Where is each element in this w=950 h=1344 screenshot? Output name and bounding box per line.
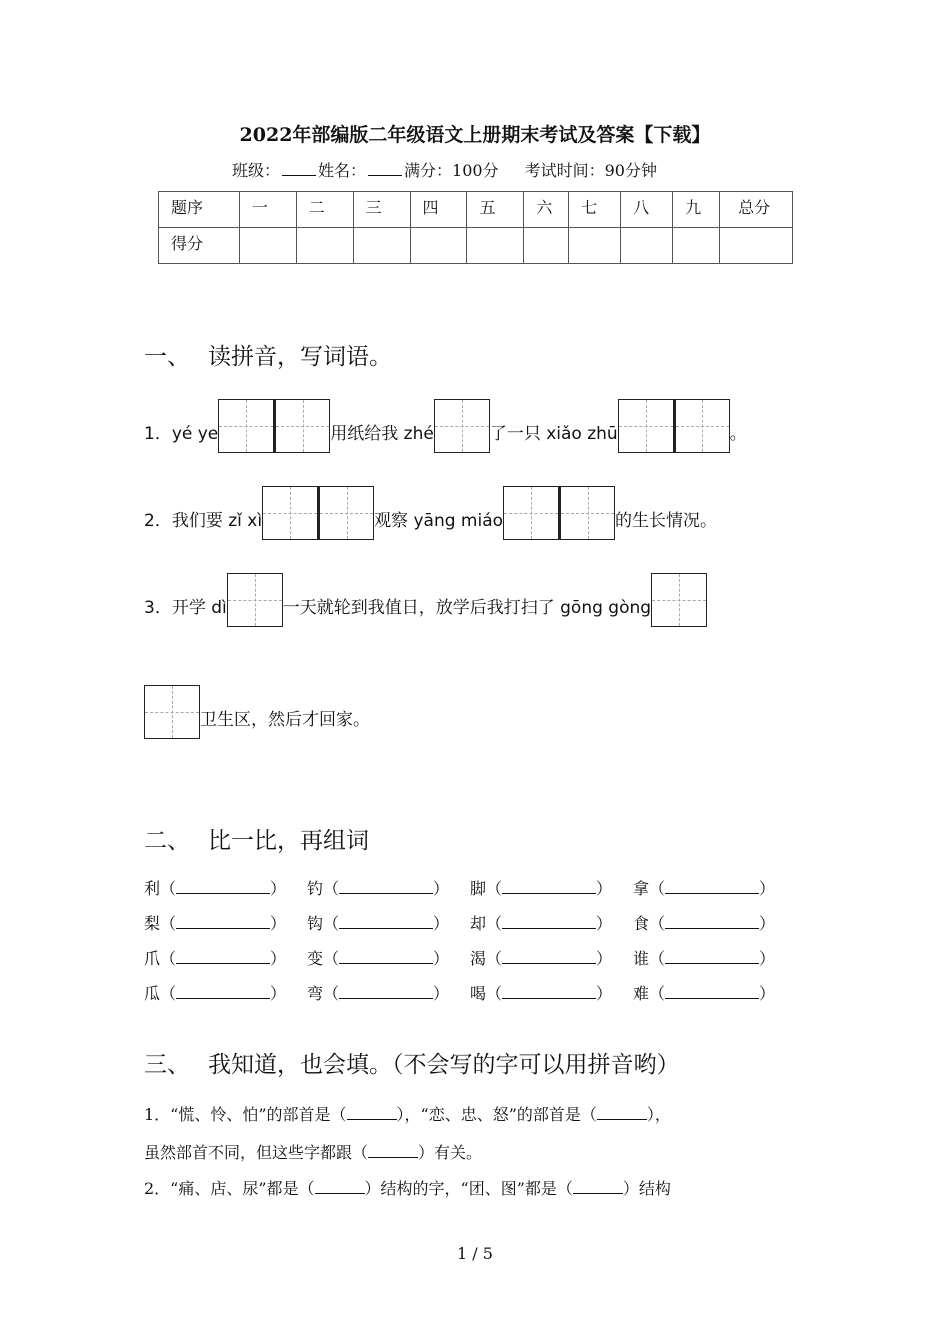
score-cell[interactable]	[524, 228, 569, 264]
character: 利	[144, 879, 161, 898]
student-info-line	[232, 158, 657, 181]
score-cell[interactable]	[467, 228, 524, 264]
writing-box[interactable]	[227, 573, 283, 627]
q1-text: 2．我们要 zǐ xì	[144, 511, 263, 531]
q1-line-4	[144, 675, 370, 731]
section-1-heading	[144, 338, 392, 371]
word-blank[interactable]	[665, 984, 759, 999]
fill-blank[interactable]	[347, 1107, 397, 1120]
section-title: 比一比，再组词	[208, 828, 369, 854]
answer-grid[interactable]	[618, 399, 730, 445]
q3-line-1	[144, 1102, 671, 1125]
writing-box[interactable]	[318, 486, 374, 540]
paren-close: ）	[596, 984, 613, 1003]
header-cell: 三	[353, 192, 410, 228]
compare-row	[144, 911, 796, 946]
compare-item	[307, 981, 470, 1016]
paren-close: ）	[433, 984, 450, 1003]
compare-row	[144, 876, 796, 911]
header-cell: 一	[239, 192, 296, 228]
row-label: 得分	[159, 228, 240, 264]
writing-box[interactable]	[144, 685, 200, 739]
character: 脚	[470, 879, 487, 898]
compare-item	[307, 876, 470, 911]
section-2-heading	[144, 822, 369, 855]
word-blank[interactable]	[502, 949, 596, 964]
score-cell[interactable]	[720, 228, 793, 264]
score-cell[interactable]	[239, 228, 296, 264]
paren-close: ）	[759, 949, 776, 968]
header-cell: 二	[296, 192, 353, 228]
score-cell[interactable]	[621, 228, 673, 264]
score-table-header	[159, 192, 793, 228]
compare-item	[144, 876, 307, 911]
section-title: 读拼音，写词语。	[208, 344, 392, 370]
exam-time: 考试时间：90分钟	[524, 161, 657, 180]
paren-open: （	[323, 949, 340, 968]
paren-open: （	[323, 879, 340, 898]
compare-item	[470, 981, 633, 1016]
q1-text: 。	[729, 424, 747, 444]
q1-text: 1．yé ye	[144, 424, 219, 444]
compare-item	[633, 946, 796, 981]
header-cell: 七	[569, 192, 621, 228]
paren-open: （	[486, 879, 503, 898]
score-table-row	[159, 228, 793, 264]
character: 却	[470, 914, 487, 933]
fill-blank[interactable]	[597, 1107, 647, 1120]
character: 爪	[144, 949, 161, 968]
paren-open: （	[486, 984, 503, 1003]
character: 拿	[633, 879, 650, 898]
paren-close: ）	[270, 914, 287, 933]
writing-box[interactable]	[434, 399, 490, 453]
header-cell: 四	[410, 192, 467, 228]
writing-box[interactable]	[618, 399, 674, 453]
paren-open: （	[323, 984, 340, 1003]
word-blank[interactable]	[176, 879, 270, 894]
compare-item	[144, 946, 307, 981]
paren-close: ）	[270, 879, 287, 898]
fill-blank[interactable]	[368, 1145, 418, 1158]
word-blank[interactable]	[176, 914, 270, 929]
q3-text: ），	[646, 1105, 671, 1124]
name-label: 姓名：	[318, 161, 367, 180]
paren-open: （	[649, 914, 666, 933]
word-blank[interactable]	[176, 949, 270, 964]
character: 钩	[307, 914, 324, 933]
q3-text: ）结构的字，“团、图”都是（	[364, 1179, 573, 1198]
document-title: 2022年部编版二年级语文上册期末考试及答案【下载】	[239, 124, 711, 146]
character: 变	[307, 949, 324, 968]
score-cell[interactable]	[569, 228, 621, 264]
q3-text: ）有关。	[418, 1143, 483, 1162]
character: 食	[633, 914, 650, 933]
section-number: 二、	[144, 828, 190, 854]
paren-close: ）	[596, 949, 613, 968]
paren-open: （	[160, 984, 177, 1003]
answer-grid[interactable]	[262, 486, 374, 532]
word-blank[interactable]	[502, 984, 596, 999]
paren-open: （	[486, 914, 503, 933]
paren-open: （	[160, 949, 177, 968]
paren-close: ）	[270, 949, 287, 968]
answer-grid[interactable]	[218, 399, 330, 445]
compare-words-grid	[144, 876, 796, 1016]
word-blank[interactable]	[339, 879, 433, 894]
paren-open: （	[649, 949, 666, 968]
q1-line-2	[144, 476, 717, 532]
word-blank[interactable]	[665, 914, 759, 929]
writing-box[interactable]	[503, 486, 559, 540]
q3-line-3	[144, 1176, 671, 1199]
q1-text: 卫生区，然后才回家。	[200, 710, 370, 730]
q3-line-2	[144, 1140, 482, 1163]
paren-open: （	[486, 949, 503, 968]
q3-text: ），“恋、忠、怒”的部首是（	[396, 1105, 597, 1124]
header-cell: 六	[524, 192, 569, 228]
section-3-heading	[144, 1046, 680, 1079]
header-cell: 九	[673, 192, 720, 228]
character: 喝	[470, 984, 487, 1003]
word-blank[interactable]	[176, 984, 270, 999]
word-blank[interactable]	[665, 879, 759, 894]
word-blank[interactable]	[502, 914, 596, 929]
writing-box[interactable]	[262, 486, 318, 540]
q3-text: 虽然部首不同，但这些字都跟（	[144, 1143, 369, 1162]
paren-close: ）	[759, 984, 776, 1003]
writing-box[interactable]	[674, 399, 730, 453]
answer-grid[interactable]	[503, 486, 615, 532]
compare-row	[144, 981, 796, 1016]
paren-close: ）	[270, 984, 287, 1003]
fill-blank[interactable]	[573, 1181, 623, 1194]
name-blank[interactable]	[368, 161, 402, 176]
character: 弯	[307, 984, 324, 1003]
compare-item	[307, 946, 470, 981]
section-number: 一、	[144, 344, 190, 370]
header-cell: 总分	[720, 192, 793, 228]
paren-close: ）	[596, 879, 613, 898]
paren-close: ）	[433, 949, 450, 968]
word-blank[interactable]	[339, 984, 433, 999]
paren-close: ）	[433, 914, 450, 933]
compare-item	[633, 911, 796, 946]
compare-item	[633, 876, 796, 911]
compare-item	[307, 911, 470, 946]
q1-text: 3．开学 dì	[144, 598, 227, 618]
page-number: 1 / 5	[457, 1244, 493, 1263]
paren-close: ）	[433, 879, 450, 898]
class-label: 班级：	[232, 161, 281, 180]
score-cell[interactable]	[410, 228, 467, 264]
word-blank[interactable]	[339, 914, 433, 929]
character: 钓	[307, 879, 324, 898]
character: 谁	[633, 949, 650, 968]
q3-text: ）结构	[622, 1179, 671, 1198]
paren-close: ）	[759, 914, 776, 933]
q1-text: 的生长情况。	[615, 511, 718, 531]
writing-box[interactable]	[274, 399, 330, 453]
header-cell: 题序	[159, 192, 240, 228]
writing-box[interactable]	[651, 573, 707, 627]
character: 梨	[144, 914, 161, 933]
q1-text: 一天就轮到我值日，放学后我打扫了 gōng gòng	[282, 598, 652, 618]
paren-close: ）	[596, 914, 613, 933]
fill-blank[interactable]	[315, 1181, 365, 1194]
paren-close: ）	[759, 879, 776, 898]
section-title: 我知道，也会填。（不会写的字可以用拼音哟）	[208, 1052, 680, 1078]
compare-item	[633, 981, 796, 1016]
paren-open: （	[649, 984, 666, 1003]
word-blank[interactable]	[339, 949, 433, 964]
q1-line-1	[144, 389, 747, 445]
writing-box[interactable]	[218, 399, 274, 453]
paren-open: （	[649, 879, 666, 898]
q3-text: 2．“痛、店、尿”都是（	[144, 1179, 315, 1198]
header-cell: 八	[621, 192, 673, 228]
compare-item	[144, 911, 307, 946]
compare-row	[144, 946, 796, 981]
character: 渴	[470, 949, 487, 968]
paren-open: （	[160, 879, 177, 898]
q1-text: 了一只 xiǎo zhū	[489, 424, 618, 444]
word-blank[interactable]	[502, 879, 596, 894]
compare-item	[470, 946, 633, 981]
character: 难	[633, 984, 650, 1003]
character: 瓜	[144, 984, 161, 1003]
score-cell[interactable]	[673, 228, 720, 264]
q3-text: 1．“慌、怜、怕”的部首是（	[144, 1105, 347, 1124]
header-cell: 五	[467, 192, 524, 228]
score-cell[interactable]	[296, 228, 353, 264]
q1-text: 观察 yāng miáo	[374, 511, 504, 531]
score-table	[158, 191, 793, 264]
q1-text: 用纸给我 zhé	[330, 424, 434, 444]
paren-open: （	[323, 914, 340, 933]
q1-line-3	[144, 563, 707, 619]
full-score: 满分：100分	[404, 161, 499, 180]
paren-open: （	[160, 914, 177, 933]
section-number: 三、	[144, 1052, 190, 1078]
compare-item	[470, 876, 633, 911]
compare-item	[144, 981, 307, 1016]
class-blank[interactable]	[282, 161, 316, 176]
score-cell[interactable]	[353, 228, 410, 264]
compare-item	[470, 911, 633, 946]
writing-box[interactable]	[559, 486, 615, 540]
word-blank[interactable]	[665, 949, 759, 964]
